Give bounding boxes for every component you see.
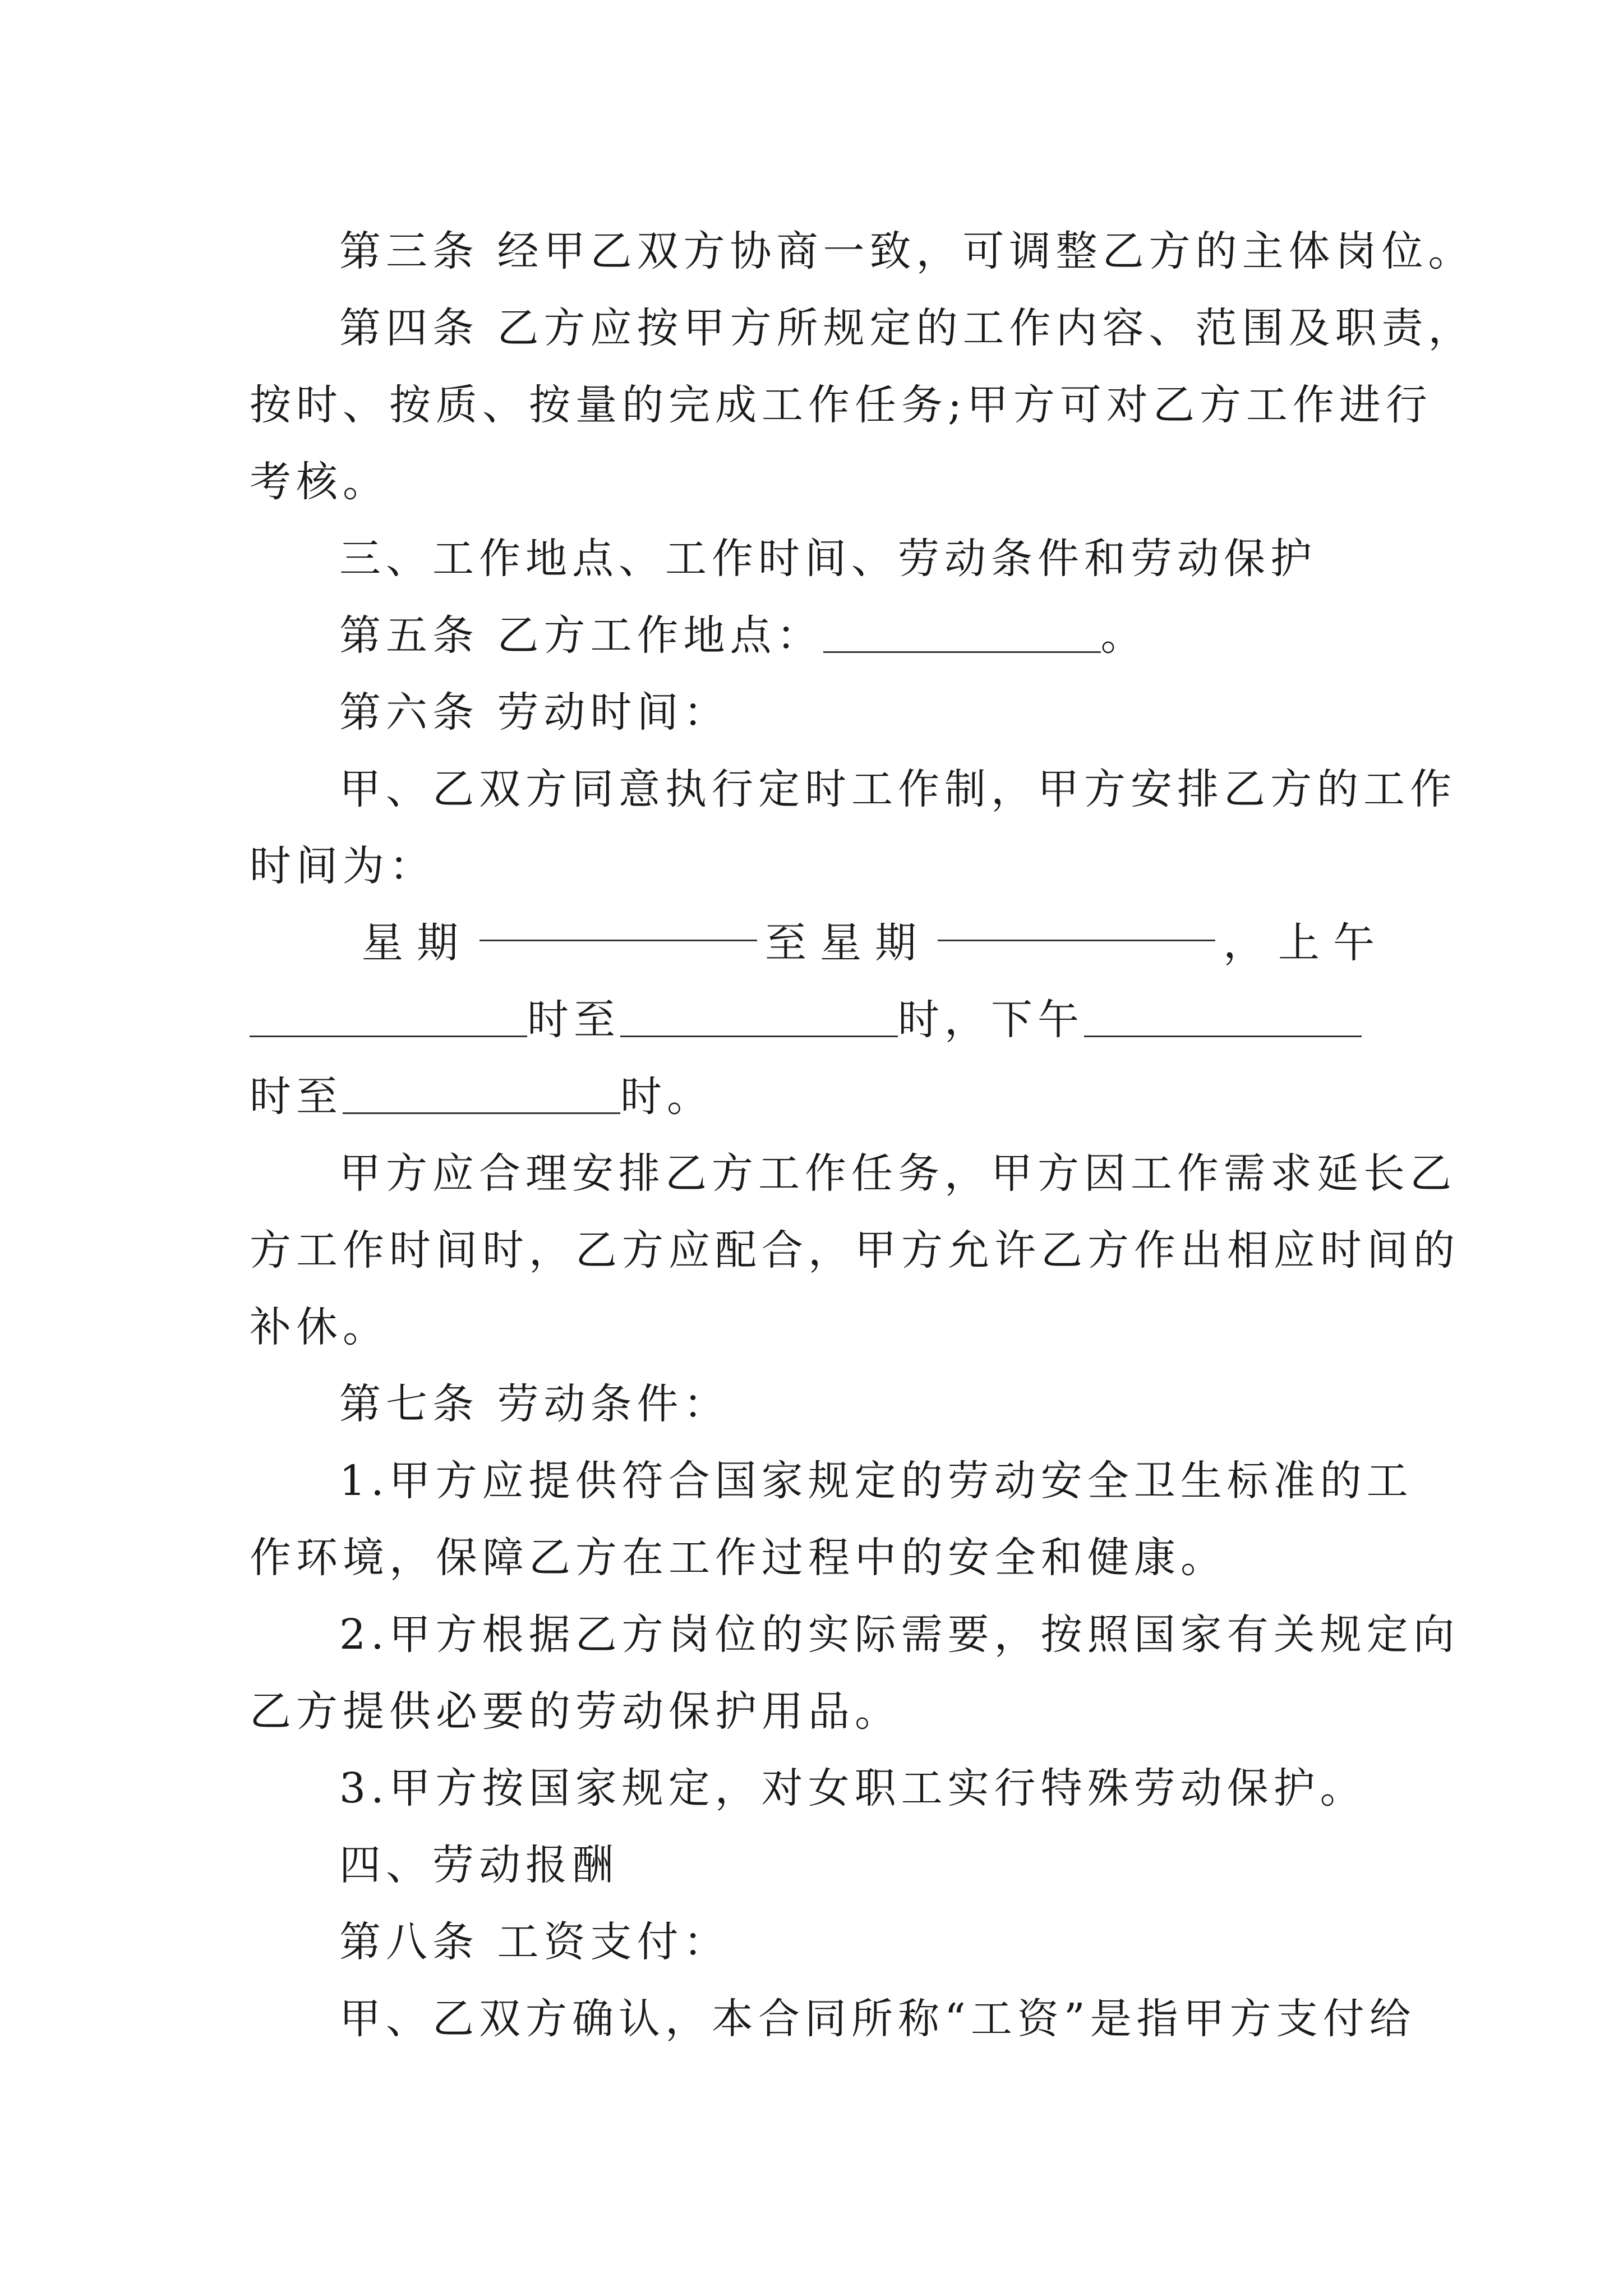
schedule-line-2 xyxy=(250,982,1388,1059)
schedule-weekday-from-label: 星期 xyxy=(362,919,472,967)
work-location-blank[interactable] xyxy=(823,616,1101,653)
condition-1-line-1: 1.甲方应提供符合国家规定的劳动安全卫生标准的工 xyxy=(339,1457,1413,1505)
overtime-line-3: 补休。 xyxy=(250,1303,389,1351)
article-5-end: 。 xyxy=(1100,611,1147,660)
schedule-morning-label: ，上午 xyxy=(1223,919,1388,967)
schedule-line-3 xyxy=(250,1059,1388,1135)
schedule-to-label-2: 时至 xyxy=(250,1073,343,1121)
weekday-from-blank[interactable] xyxy=(479,905,757,941)
condition-3: 3.甲方按国家规定，对女职工实行特殊劳动保护。 xyxy=(339,1764,1367,1812)
afternoon-start-blank[interactable] xyxy=(1084,1001,1362,1037)
schedule-to-label: 时至 xyxy=(527,996,620,1044)
schedule-end-label: 时。 xyxy=(620,1073,713,1121)
schedule-line-1 xyxy=(250,905,1388,982)
article-8: 第八条 工资支付： xyxy=(339,1918,730,1966)
afternoon-end-blank[interactable] xyxy=(343,1078,620,1114)
article-5 xyxy=(250,597,1388,674)
morning-end-blank[interactable] xyxy=(620,1001,898,1037)
article-6-body-line-2: 时间为： xyxy=(250,842,436,890)
article-3: 第三条 经甲乙双方协商一致，可调整乙方的主体岗位。 xyxy=(339,227,1475,275)
schedule-weekday-to-label: 至星期 xyxy=(765,919,930,967)
overtime-line-2: 方工作时间时，乙方应配合，甲方允许乙方作出相应时间的 xyxy=(250,1226,1460,1274)
article-6: 第六条 劳动时间： xyxy=(339,688,730,737)
section-4-heading: 四、劳动报酬 xyxy=(339,1841,619,1889)
article-4-line-3: 考核。 xyxy=(250,458,389,506)
section-3-heading: 三、工作地点、工作时间、劳动条件和劳动保护 xyxy=(339,535,1317,583)
article-4-line-2: 按时、按质、按量的完成工作任务;甲方可对乙方工作进行 xyxy=(250,381,1432,429)
article-4-line-1: 第四条 乙方应按甲方所规定的工作内容、范围及职责， xyxy=(339,304,1475,352)
morning-start-blank[interactable] xyxy=(250,1001,527,1037)
condition-1-line-2: 作环境，保障乙方在工作过程中的安全和健康。 xyxy=(250,1534,1227,1582)
article-6-body-line-1: 甲、乙双方同意执行定时工作制，甲方安排乙方的工作 xyxy=(339,765,1456,813)
article-5-label: 第五条 乙方工作地点： xyxy=(339,611,823,660)
article-8-body-line-1: 甲、乙双方确认，本合同所称“工资”是指甲方支付给 xyxy=(339,1995,1416,2043)
weekday-to-blank[interactable] xyxy=(938,905,1215,941)
article-7: 第七条 劳动条件： xyxy=(339,1380,730,1428)
condition-2-line-2: 乙方提供必要的劳动保护用品。 xyxy=(250,1687,901,1736)
document-page xyxy=(250,213,1475,2058)
overtime-line-1: 甲方应合理安排乙方工作任务，甲方因工作需求延长乙 xyxy=(339,1149,1456,1198)
schedule-afternoon-label: 时，下午 xyxy=(898,996,1084,1044)
condition-2-line-1: 2.甲方根据乙方岗位的实际需要，按照国家有关规定向 xyxy=(339,1611,1460,1659)
